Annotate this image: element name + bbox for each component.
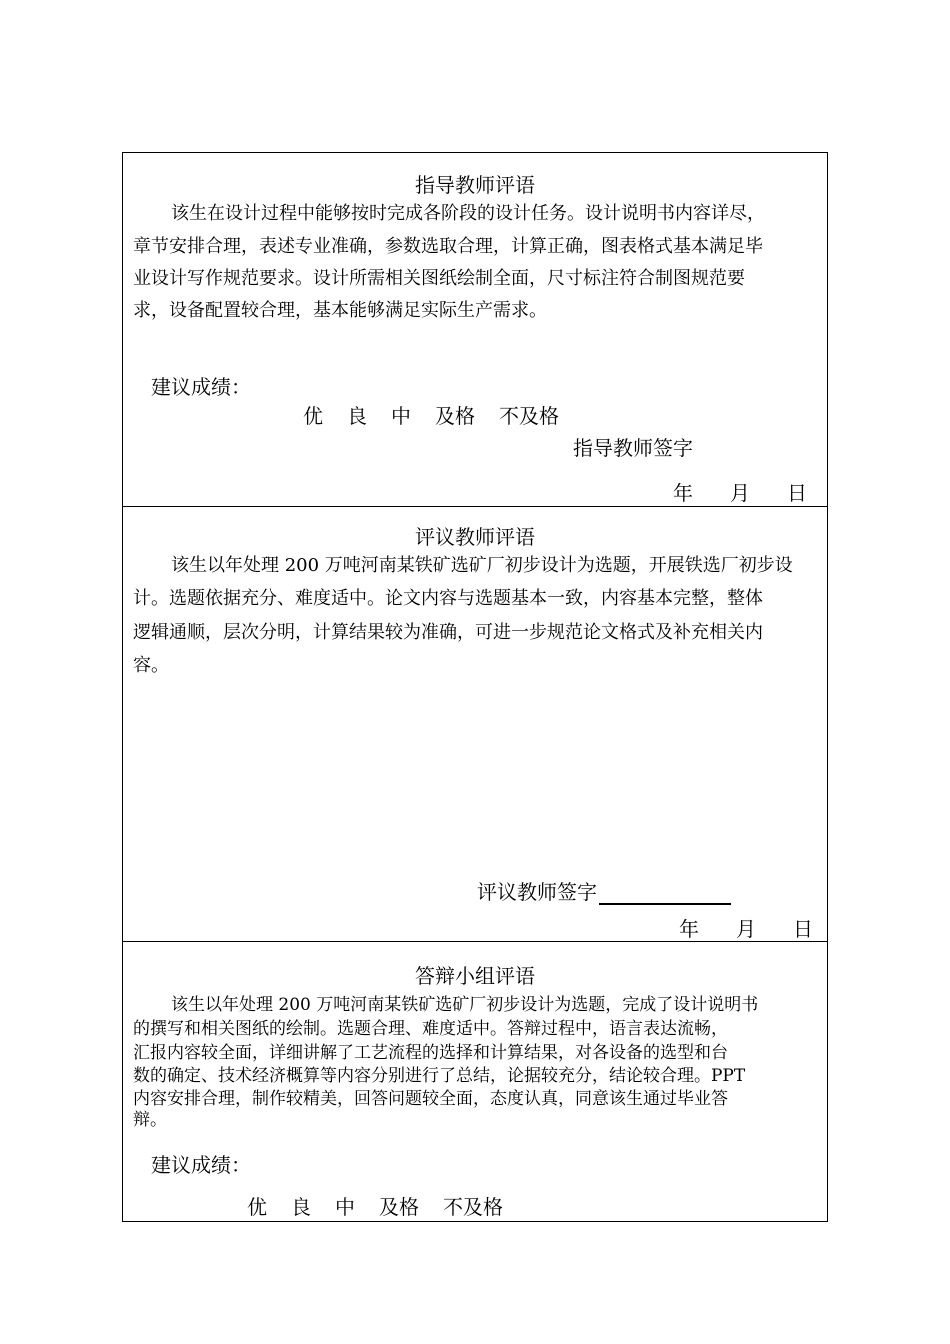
defense-grade-options xyxy=(247,1191,503,1220)
grade-option-fail: 不及格 xyxy=(443,1195,503,1219)
reviewer-section-title: 评议教师评语 xyxy=(415,525,535,549)
grade-option-fail: 不及格 xyxy=(499,404,559,428)
supervisor-signature-label: 指导教师签字 xyxy=(573,436,693,460)
reviewer-date-year: 年 xyxy=(679,917,699,941)
defense-comment-box xyxy=(122,941,828,1222)
defense-comment-line: 的撰写和相关图纸的绘制。选题合理、难度适中。答辩过程中，语言表达流畅， xyxy=(133,1019,728,1039)
defense-comment-line: 汇报内容较全面，详细讲解了工艺流程的选择和计算结果，对各设备的选型和台 xyxy=(133,1043,728,1063)
grade-option-pass: 及格 xyxy=(379,1195,419,1219)
reviewer-signature xyxy=(477,876,731,905)
reviewer-comment-line: 容。 xyxy=(133,655,169,676)
supervisor-section-title: 指导教师评语 xyxy=(415,173,535,197)
supervisor-comment-line: 章节安排合理，表述专业准确，参数选取合理，计算正确，图表格式基本满足毕 xyxy=(133,236,763,257)
supervisor-comment-box xyxy=(122,152,828,507)
reviewer-signature-line xyxy=(599,883,731,905)
defense-section-title: 答辩小组评语 xyxy=(415,964,535,988)
supervisor-date-day: 日 xyxy=(787,481,807,505)
grade-option-pass: 及格 xyxy=(435,404,475,428)
grade-option-average: 中 xyxy=(391,404,411,428)
supervisor-comment-line: 业设计写作规范要求。设计所需相关图纸绘制全面，尺寸标注符合制图规范要 xyxy=(133,268,745,289)
grade-option-average: 中 xyxy=(335,1195,355,1219)
reviewer-comment-line: 计。选题依据充分、难度适中。论文内容与选题基本一致，内容基本完整，整体 xyxy=(133,588,763,609)
defense-comment-line: 该生以年处理 200 万吨河南某铁矿选矿厂初步设计为选题，完成了设计说明书 xyxy=(171,995,759,1015)
grade-option-excellent: 优 xyxy=(303,404,323,428)
suggested-grade-label: 建议成绩： xyxy=(151,375,251,399)
supervisor-comment-line: 求，设备配置较合理，基本能够满足实际生产需求。 xyxy=(133,300,547,321)
supervisor-date-month: 月 xyxy=(730,481,750,505)
defense-comment-line: 内容安排合理，制作较精美，回答问题较全面，态度认真，同意该生通过毕业答 xyxy=(133,1089,728,1109)
reviewer-comment-box xyxy=(122,506,828,942)
defense-comment-line: 数的确定、技术经济概算等内容分别进行了总结，论据较充分，结论较合理。PPT xyxy=(133,1066,746,1086)
reviewer-signature-label: 评议教师签字 xyxy=(477,880,597,904)
reviewer-comment-line: 逻辑通顺，层次分明，计算结果较为准确，可进一步规范论文格式及补充相关内 xyxy=(133,622,763,643)
reviewer-comment-line: 该生以年处理 200 万吨河南某铁矿选矿厂初步设计为选题，开展铁选厂初步设 xyxy=(171,555,793,576)
grade-option-excellent: 优 xyxy=(247,1195,267,1219)
grade-options xyxy=(303,400,559,429)
grade-option-good: 良 xyxy=(291,1195,311,1219)
defense-suggested-grade-label: 建议成绩： xyxy=(151,1153,251,1177)
supervisor-date-year: 年 xyxy=(673,481,693,505)
grade-option-good: 良 xyxy=(347,404,367,428)
reviewer-date-day: 日 xyxy=(793,917,813,941)
supervisor-comment-line: 该生在设计过程中能够按时完成各阶段的设计任务。设计说明书内容详尽， xyxy=(171,203,765,224)
defense-comment-line: 辩。 xyxy=(133,1110,167,1130)
reviewer-date-month: 月 xyxy=(736,917,756,941)
